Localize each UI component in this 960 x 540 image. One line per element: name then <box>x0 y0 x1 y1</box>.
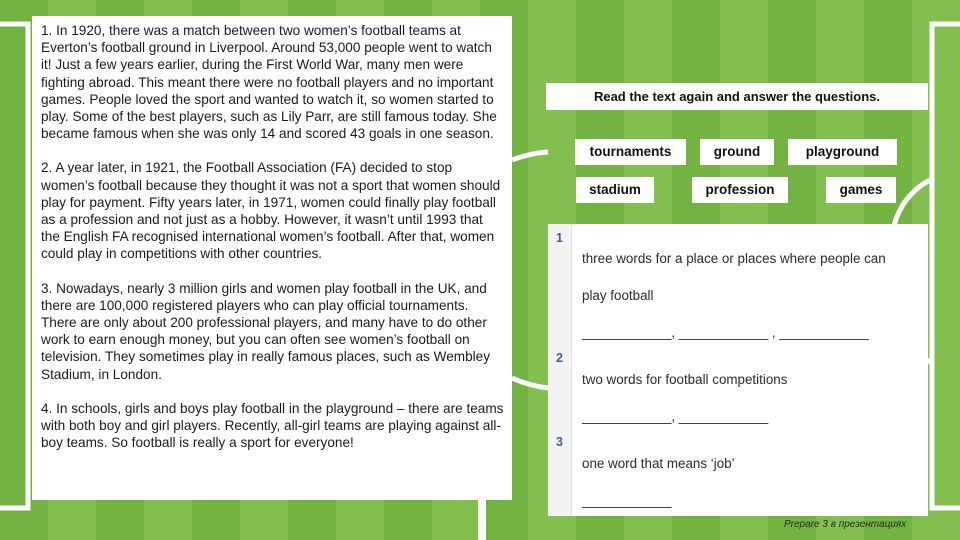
word-ground: ground <box>700 139 774 165</box>
question-2-answer-blanks[interactable]: ____________, ____________ <box>582 409 769 424</box>
center-circle-left-arc <box>512 152 548 160</box>
question-3-answer-blank[interactable]: ____________ <box>582 493 672 508</box>
reading-text-panel <box>32 16 512 500</box>
question-1-answer-blanks[interactable]: ____________, ____________ , ____________ <box>582 325 869 340</box>
question-1-text-line2: play football <box>582 288 654 303</box>
instruction-banner: Read the text again and answer the questions. <box>546 83 928 110</box>
paragraph-3: 3. Nowadays, nearly 3 million girls and women play football in the UK, and there are 100,000 registered players who can play official tournaments. There are only about 200 professional players, and many have to do other work to earn enough money, but you can often see women’s football on television. They sometimes play in really famous places, such as Wembley Stadium, in London. <box>41 280 491 382</box>
center-circle-lower-arc <box>512 378 548 388</box>
question-3-text: one word that means ‘job’ <box>582 456 735 471</box>
question-number-2: 2 <box>556 351 563 365</box>
right-penalty-box <box>932 24 960 508</box>
paragraph-4: 4. In schools, girls and boys play football in the playground – there are teams with both boy and girl players. Recently, all-girl teams are playing against all-boy teams. So football is really a sport for everyone! <box>41 400 504 451</box>
question-number-column <box>548 224 572 516</box>
word-profession: profession <box>692 177 788 203</box>
left-penalty-box <box>0 24 28 508</box>
footer-credit: Prepare 3 в презентациях <box>784 519 907 530</box>
question-number-1: 1 <box>556 231 563 245</box>
word-games: games <box>826 177 896 203</box>
question-number-3: 3 <box>556 435 563 449</box>
paragraph-1: 1. In 1920, there was a match between two women’s football teams at Everton’s football ground in Liverpool. Around 53,000 people went to watch it! Just a few years earlier, during the First World War, many men were fighting abroad. This meant there were no football players and no important games. People loved the sport and wanted to watch it, so women started to play. Some of the best players, such as Lily Parr, are still famous today. She became famous when she was only 14 and scored 43 goals in one season. <box>41 23 497 142</box>
right-penalty-arc <box>894 180 930 226</box>
word-stadium: stadium <box>576 177 654 203</box>
question-2-text: two words for football competitions <box>582 372 788 387</box>
halfway-line <box>478 500 486 540</box>
question-1-text-line1: three words for a place or places where people can <box>582 251 886 266</box>
word-tournaments: tournaments <box>575 139 686 165</box>
paragraph-2: 2. A year later, in 1921, the Football Association (FA) decided to stop women’s football because they thought it was not a sport that women should play for payment. Fifty years later, in 1971, women could finally play football as a profession and not just as a hobby. However, it wasn’t until 1993 that the English FA recognised international women’s football. After that, women could play in competitions with other countries. <box>41 160 501 262</box>
questions-panel <box>548 224 928 516</box>
word-playground: playground <box>788 139 897 165</box>
